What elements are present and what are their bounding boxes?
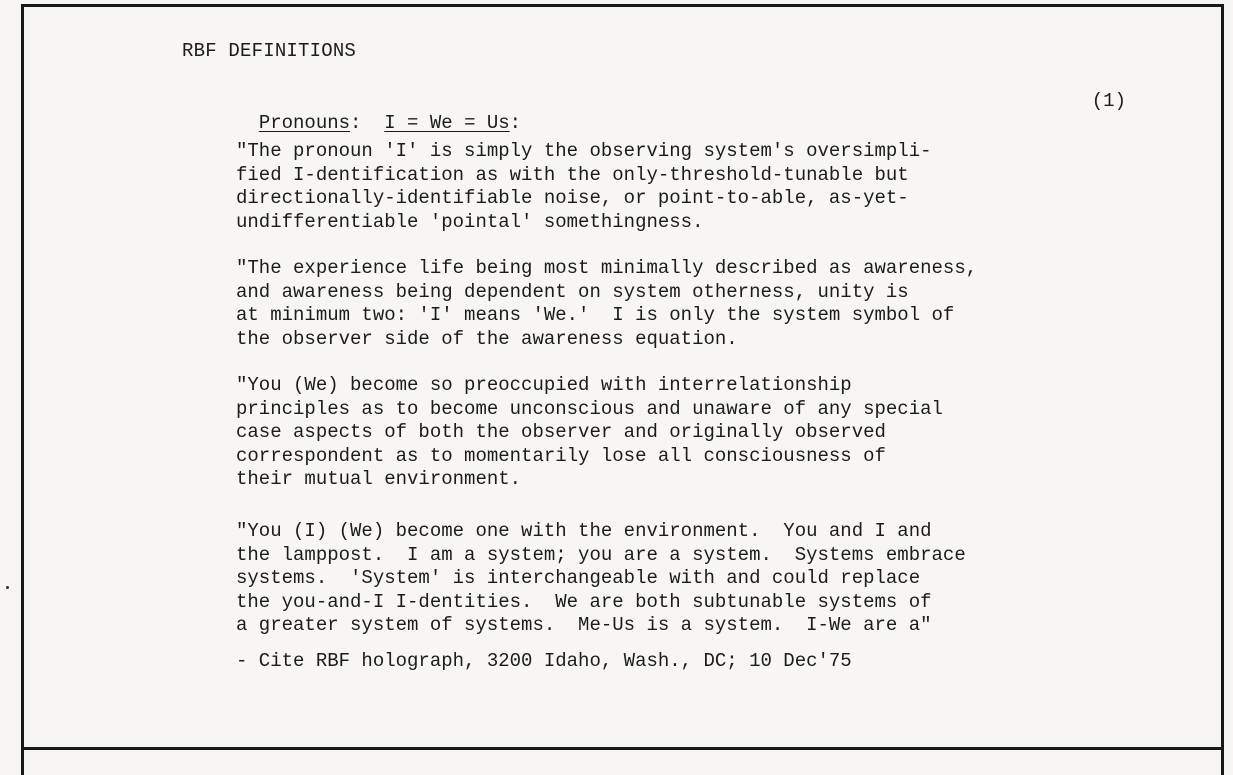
citation: - Cite RBF holograph, 3200 Idaho, Wash., DC; 10 Dec'75 [236, 650, 852, 672]
pronoun-formula-colon: : [509, 112, 522, 134]
paragraph-line: their mutual environment. [236, 468, 522, 490]
paragraph-2 [236, 257, 977, 351]
paragraph-line: correspondent as to momentarily lose all consciousness of [236, 444, 886, 467]
paragraph-line: fied I-dentification as with the only-threshold-tunable but [236, 163, 909, 186]
pronoun-formula: I = We = Us [384, 112, 510, 134]
paragraph-line: principles as to become unconscious and unaware of any special [236, 397, 943, 420]
paragraph-line: a greater system of systems. Me-Us is a system. I-We are a" [236, 614, 932, 636]
paragraph-line: "The experience life being most minimally described as awareness, [236, 257, 978, 279]
paragraph-line: "You (I) (We) become one with the environment. You and I and [236, 520, 932, 542]
paragraph-line: case aspects of both the observer and originally observed [236, 421, 886, 443]
paragraph-4 [236, 520, 966, 638]
page-bottom-strip [21, 748, 1224, 775]
document-heading: RBF DEFINITIONS [182, 40, 357, 62]
stray-ink-mark [6, 586, 9, 589]
paragraph-line: directionally-identifiable noise, or point-to-able, as-yet- [236, 187, 909, 209]
paragraph-1 [236, 140, 932, 234]
paragraph-line: undifferentiable 'pointal' somethingness. [236, 210, 704, 233]
paragraph-line: "You (We) become so preoccupied with interrelationship [236, 374, 852, 396]
section-label: Pronouns [258, 112, 351, 134]
paragraph-line: the observer side of the awareness equation. [236, 327, 738, 350]
paragraph-line: at minimum two: 'I' means 'We.' I is only the system symbol of [236, 304, 955, 326]
paragraph-line: and awareness being dependent on system otherness, unity is [236, 280, 909, 303]
equation-number: (1) [1091, 90, 1126, 112]
section-label-colon: : [350, 112, 362, 134]
paragraph-3 [236, 374, 943, 492]
paragraph-line: the lamppost. I am a system; you are a system. Systems embrace [236, 543, 966, 566]
paragraph-line: the you-and-I I-dentities. We are both subtunable systems of [236, 590, 932, 613]
paragraph-line: "The pronoun 'I' is simply the observing system's oversimpli- [236, 140, 932, 162]
paragraph-line: systems. 'System' is interchangeable with and could replace [236, 567, 921, 589]
